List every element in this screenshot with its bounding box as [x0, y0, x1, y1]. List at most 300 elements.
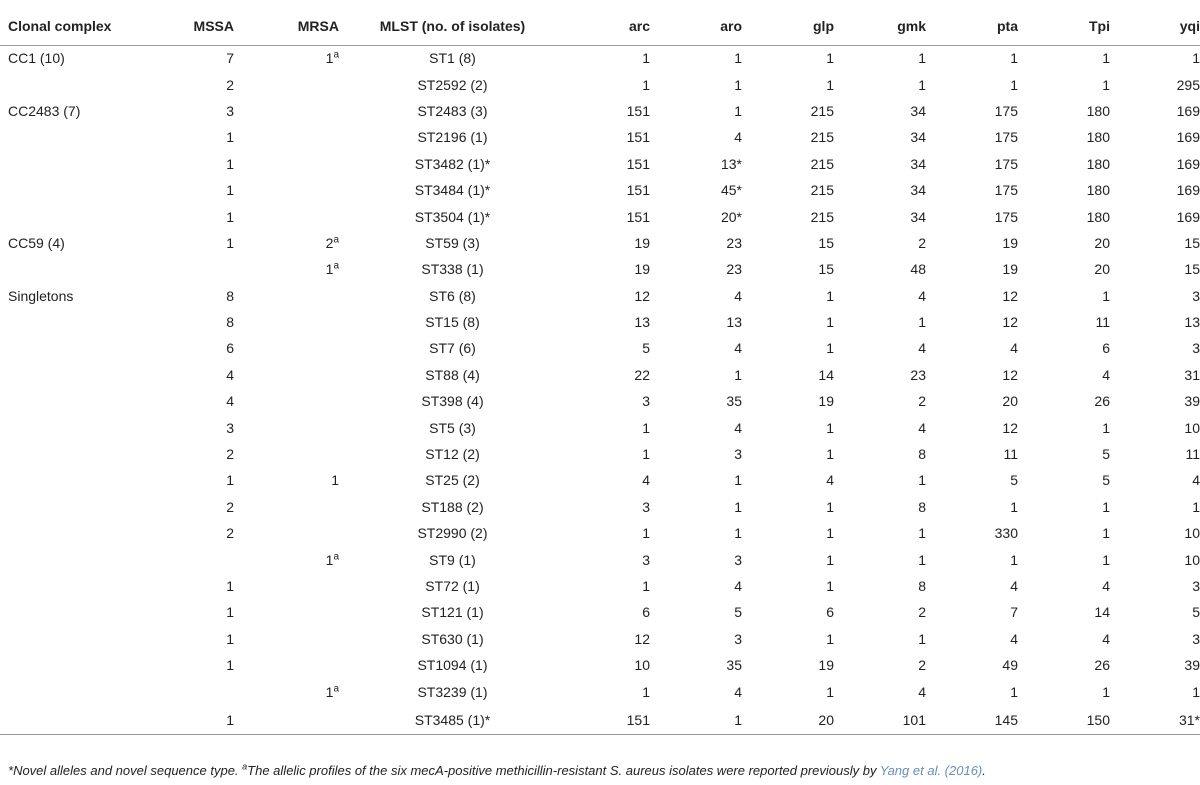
cell-pta-value: 20	[1002, 393, 1018, 410]
cell-arc-value: 1	[642, 525, 650, 542]
cell-pta	[932, 705, 1024, 735]
table-row	[0, 573, 1200, 599]
footnote-star-text: Novel alleles and novel sequence type.	[13, 763, 243, 778]
cell-clonal-complex	[0, 151, 165, 177]
cell-gmk	[840, 203, 932, 229]
cell-aro-value: 4	[734, 683, 742, 700]
header-clonal-complex: Clonal complex	[0, 8, 165, 45]
cell-pta-value: 11	[1003, 446, 1018, 463]
cell-yqi	[1116, 599, 1200, 625]
cell-glp	[748, 256, 840, 282]
cell-mlst-value: ST1 (8)	[429, 50, 476, 67]
cell-yqi-value: 1	[1192, 50, 1200, 67]
cell-yqi	[1116, 520, 1200, 546]
cell-gmk	[840, 309, 932, 335]
cell-mlst	[345, 335, 560, 361]
cell-pta-value: 1	[1010, 551, 1018, 568]
cell-mssa	[165, 151, 240, 177]
cell-clonal-complex	[0, 230, 165, 256]
cell-tpi	[1024, 98, 1116, 124]
table-row	[0, 599, 1200, 625]
cell-arc-value: 151	[626, 208, 650, 225]
cell-arc	[560, 546, 656, 572]
cell-pta	[932, 414, 1024, 440]
cell-mssa	[165, 256, 240, 282]
cell-tpi-value: 4	[1102, 578, 1110, 594]
cell-arc-value: 19	[634, 261, 650, 278]
cell-mssa	[165, 45, 240, 71]
cell-aro	[656, 177, 748, 203]
cell-tpi	[1024, 71, 1116, 97]
cell-mlst-value: ST338 (1)	[421, 261, 484, 278]
cell-yqi	[1116, 283, 1200, 309]
cell-aro	[656, 546, 748, 572]
cell-glp	[748, 203, 840, 229]
mrsa-superscript: a	[333, 49, 339, 61]
cell-arc	[560, 256, 656, 282]
cell-pta-value: 12	[1002, 419, 1018, 436]
cell-mlst	[345, 467, 560, 493]
cell-glp	[748, 414, 840, 440]
cell-glp-value: 1	[826, 683, 834, 700]
cell-mssa-value: 4	[226, 366, 234, 383]
cell-glp-value: 1	[826, 551, 834, 568]
cell-tpi	[1024, 599, 1116, 625]
cell-clonal-complex	[0, 124, 165, 150]
table-row	[0, 441, 1200, 467]
cell-aro-value: 3	[734, 446, 742, 463]
cell-mssa-value: 1	[226, 630, 234, 647]
cell-arc	[560, 494, 656, 520]
cell-mlst	[345, 309, 560, 335]
cell-mrsa	[240, 467, 345, 493]
cell-aro	[656, 441, 748, 467]
cell-pta	[932, 230, 1024, 256]
cell-gmk	[840, 98, 932, 124]
cell-pta	[932, 203, 1024, 229]
cell-arc	[560, 151, 656, 177]
cell-aro	[656, 652, 748, 678]
cell-mrsa	[240, 151, 345, 177]
cell-gmk	[840, 705, 932, 735]
cell-arc-value: 10	[634, 657, 650, 674]
cell-gmk	[840, 45, 932, 71]
cell-mrsa	[240, 98, 345, 124]
cell-mssa-value: 8	[226, 314, 234, 331]
table-row	[0, 283, 1200, 309]
cell-aro	[656, 362, 748, 388]
cell-gmk-value: 2	[918, 393, 926, 410]
cell-mrsa	[240, 362, 345, 388]
cell-mrsa	[240, 177, 345, 203]
table-row	[0, 546, 1200, 572]
table-row	[0, 520, 1200, 546]
cell-pta-value: 12	[1002, 287, 1018, 304]
cell-tpi-value: 20	[1094, 234, 1110, 251]
cell-clonal-complex	[0, 45, 165, 71]
cell-clonal-complex	[0, 414, 165, 440]
header-tpi: Tpi	[1024, 8, 1116, 45]
cell-tpi-value: 150	[1086, 711, 1110, 728]
cell-aro-value: 23	[726, 261, 742, 278]
cell-pta-value: 175	[994, 102, 1018, 119]
cell-pta	[932, 678, 1024, 704]
cell-mssa-value: 1	[226, 604, 234, 621]
cell-gmk-value: 1	[918, 50, 926, 67]
cell-glp	[748, 652, 840, 678]
cell-yqi	[1116, 98, 1200, 124]
header-row	[0, 8, 1200, 45]
table-row	[0, 467, 1200, 493]
table-row	[0, 362, 1200, 388]
cell-mlst-value: ST398 (4)	[421, 393, 484, 410]
mrsa-superscript: a	[333, 234, 339, 246]
cell-pta-value: 49	[1002, 657, 1018, 674]
cell-arc-value: 12	[634, 287, 650, 304]
cell-arc	[560, 626, 656, 652]
cell-mlst-value: ST25 (2)	[425, 472, 480, 489]
table-row	[0, 45, 1200, 71]
table-row	[0, 678, 1200, 704]
cell-glp-value: 1	[826, 287, 834, 304]
cell-clonal-complex	[0, 678, 165, 704]
cell-glp	[748, 45, 840, 71]
cell-aro-value: 4	[734, 287, 742, 304]
cell-aro	[656, 335, 748, 361]
cell-gmk-value: 8	[918, 498, 926, 515]
cell-glp-value: 1	[826, 525, 834, 542]
cell-aro	[656, 388, 748, 414]
cell-yqi-value: 39	[1184, 657, 1200, 674]
cell-glp	[748, 626, 840, 652]
cell-aro	[656, 599, 748, 625]
cell-arc-value: 1	[642, 683, 650, 700]
cell-clonal-complex	[0, 309, 165, 335]
cell-mlst	[345, 45, 560, 71]
cell-tpi-value: 180	[1086, 208, 1110, 225]
cell-mlst	[345, 573, 560, 599]
cell-tpi	[1024, 546, 1116, 572]
table-row	[0, 335, 1200, 361]
cell-clonal-complex	[0, 335, 165, 361]
cell-pta	[932, 124, 1024, 150]
cell-pta-value: 4	[1010, 630, 1018, 647]
cell-pta-value: 12	[1002, 366, 1018, 383]
cell-glp	[748, 71, 840, 97]
cell-gmk	[840, 335, 932, 361]
footnote-reference-link[interactable]: Yang et al. (2016)	[879, 763, 983, 778]
cell-tpi	[1024, 203, 1116, 229]
cell-tpi	[1024, 573, 1116, 599]
cell-tpi-value: 1	[1102, 287, 1110, 304]
cell-mssa-value: 3	[226, 102, 234, 119]
cell-gmk-value: 8	[918, 446, 926, 463]
cell-gmk-value: 4	[918, 683, 926, 700]
cell-yqi-value: 3	[1192, 630, 1200, 647]
cell-aro-value: 4	[734, 129, 742, 146]
cell-mssa	[165, 467, 240, 493]
cell-clonal-complex	[0, 573, 165, 599]
cell-arc	[560, 309, 656, 335]
cell-glp	[748, 124, 840, 150]
cell-tpi	[1024, 45, 1116, 71]
cell-glp	[748, 362, 840, 388]
cell-gmk-value: 4	[918, 287, 926, 304]
cell-aro-value: 1	[734, 102, 742, 119]
cell-mssa	[165, 230, 240, 256]
cell-mssa	[165, 177, 240, 203]
cell-yqi-value: 3	[1192, 340, 1200, 357]
cell-glp-value: 1	[826, 630, 834, 647]
cell-mrsa-value: 1	[325, 50, 334, 67]
cell-pta-value: 1	[1010, 76, 1018, 93]
cell-arc-value: 12	[634, 630, 650, 647]
cell-aro	[656, 203, 748, 229]
cell-glp-value: 215	[810, 182, 834, 199]
cell-aro	[656, 520, 748, 546]
table-row	[0, 626, 1200, 652]
cell-aro	[656, 626, 748, 652]
cell-mlst-value: ST6 (8)	[429, 287, 476, 304]
cell-tpi-value: 180	[1086, 182, 1110, 199]
cell-gmk-value: 4	[918, 340, 926, 357]
cell-clonal-complex	[0, 256, 165, 282]
cell-mlst-value: ST2592 (2)	[417, 76, 488, 93]
cell-mlst	[345, 520, 560, 546]
cell-tpi-value: 1	[1102, 525, 1110, 542]
cell-mssa-value: 2	[226, 525, 234, 542]
cell-gmk-value: 34	[910, 182, 926, 199]
cell-tpi	[1024, 705, 1116, 735]
cell-clonal-complex	[0, 705, 165, 735]
cell-clonal-complex	[0, 283, 165, 309]
cell-aro-value: 35	[726, 393, 742, 410]
cell-arc	[560, 520, 656, 546]
cell-mlst-value: ST3504 (1)*	[414, 208, 491, 225]
cell-mlst-value: ST2483 (3)	[417, 102, 488, 119]
table-row	[0, 151, 1200, 177]
cell-aro	[656, 71, 748, 97]
cell-mrsa	[240, 256, 345, 282]
cell-glp-value: 215	[810, 155, 834, 172]
cell-glp	[748, 546, 840, 572]
cell-mssa-value: 2	[226, 76, 234, 93]
cell-yqi	[1116, 652, 1200, 678]
cell-mrsa	[240, 124, 345, 150]
cell-arc	[560, 388, 656, 414]
cell-arc	[560, 362, 656, 388]
cell-gmk-value: 23	[910, 366, 926, 383]
cell-glp-value: 1	[826, 340, 834, 357]
cell-mlst	[345, 151, 560, 177]
cell-yqi	[1116, 230, 1200, 256]
cell-pta-value: 4	[1010, 578, 1018, 594]
cell-mssa	[165, 414, 240, 440]
cell-arc-value: 151	[626, 102, 650, 119]
cell-mssa-value: 1	[226, 155, 234, 172]
cell-yqi	[1116, 414, 1200, 440]
header-pta: pta	[932, 8, 1024, 45]
cell-mlst-value: ST630 (1)	[421, 630, 484, 647]
cell-mlst-value: ST121 (1)	[421, 604, 484, 621]
cell-arc	[560, 45, 656, 71]
table-row	[0, 203, 1200, 229]
cell-clonal-complex-value: CC59 (4)	[8, 234, 65, 251]
cell-glp-value: 19	[818, 657, 834, 674]
cell-tpi	[1024, 678, 1116, 704]
cell-yqi	[1116, 546, 1200, 572]
cell-mlst	[345, 652, 560, 678]
cell-arc	[560, 98, 656, 124]
cell-yqi	[1116, 441, 1200, 467]
cell-yqi	[1116, 494, 1200, 520]
cell-gmk-value: 34	[910, 102, 926, 119]
cell-yqi-value: 15	[1184, 261, 1200, 278]
cell-glp	[748, 230, 840, 256]
cell-aro	[656, 124, 748, 150]
cell-glp	[748, 705, 840, 735]
cell-clonal-complex	[0, 599, 165, 625]
cell-mssa-value: 1	[226, 472, 234, 489]
cell-gmk-value: 1	[918, 551, 926, 568]
cell-yqi	[1116, 335, 1200, 361]
header-mrsa: MRSA	[240, 8, 345, 45]
cell-mlst-value: ST72 (1)	[425, 578, 480, 594]
cell-gmk	[840, 546, 932, 572]
cell-mrsa	[240, 626, 345, 652]
cell-yqi-value: 10	[1184, 551, 1200, 568]
cell-pta	[932, 71, 1024, 97]
cell-pta	[932, 599, 1024, 625]
cell-pta	[932, 309, 1024, 335]
cell-arc	[560, 414, 656, 440]
cell-pta	[932, 335, 1024, 361]
cell-tpi-value: 26	[1094, 657, 1110, 674]
cell-mlst	[345, 599, 560, 625]
cell-mlst	[345, 678, 560, 704]
cell-glp-value: 215	[810, 102, 834, 119]
table-row	[0, 124, 1200, 150]
cell-pta-value: 1	[1010, 50, 1018, 67]
cell-yqi-value: 169	[1176, 129, 1200, 146]
cell-mssa	[165, 546, 240, 572]
cell-gmk-value: 1	[918, 525, 926, 542]
cell-tpi-value: 1	[1102, 50, 1110, 67]
cell-yqi-value: 169	[1176, 102, 1200, 119]
header-mlst: MLST (no. of isolates)	[345, 8, 560, 45]
cell-arc	[560, 71, 656, 97]
cell-pta-value: 19	[1002, 261, 1018, 278]
cell-mrsa	[240, 414, 345, 440]
cell-mrsa-value: 1	[331, 472, 339, 489]
cell-mrsa	[240, 309, 345, 335]
cell-pta	[932, 283, 1024, 309]
cell-tpi-value: 26	[1094, 393, 1110, 410]
cell-aro	[656, 467, 748, 493]
cell-yqi	[1116, 203, 1200, 229]
cell-gmk-value: 2	[918, 604, 926, 621]
cell-tpi	[1024, 362, 1116, 388]
cell-clonal-complex	[0, 177, 165, 203]
cell-tpi	[1024, 441, 1116, 467]
cell-yqi	[1116, 678, 1200, 704]
cell-mlst-value: ST5 (3)	[429, 419, 476, 436]
cell-yqi-value: 5	[1192, 604, 1200, 621]
cell-glp	[748, 98, 840, 124]
cell-mlst	[345, 388, 560, 414]
cell-gmk	[840, 124, 932, 150]
cell-mlst	[345, 98, 560, 124]
cell-tpi	[1024, 652, 1116, 678]
cell-gmk	[840, 177, 932, 203]
cell-glp-value: 1	[826, 76, 834, 93]
cell-mlst	[345, 203, 560, 229]
cell-aro	[656, 256, 748, 282]
cell-pta	[932, 494, 1024, 520]
cell-mlst-value: ST188 (2)	[421, 498, 484, 515]
cell-aro	[656, 309, 748, 335]
cell-mssa-value: 1	[226, 129, 234, 146]
mrsa-superscript: a	[333, 682, 339, 694]
cell-glp-value: 14	[818, 366, 834, 383]
table-row	[0, 98, 1200, 124]
cell-arc-value: 1	[642, 50, 650, 67]
cell-mlst	[345, 494, 560, 520]
table-row	[0, 309, 1200, 335]
cell-arc	[560, 124, 656, 150]
cell-arc-value: 5	[642, 340, 650, 357]
cell-mssa	[165, 388, 240, 414]
cell-mlst-value: ST59 (3)	[425, 234, 480, 251]
cell-yqi-value: 10	[1184, 525, 1200, 542]
cell-gmk	[840, 599, 932, 625]
cell-yqi	[1116, 626, 1200, 652]
cell-gmk-value: 4	[918, 419, 926, 436]
cell-tpi-value: 4	[1102, 366, 1110, 383]
cell-arc-value: 3	[642, 393, 650, 410]
cell-glp	[748, 467, 840, 493]
cell-glp	[748, 441, 840, 467]
cell-tpi-value: 20	[1094, 261, 1110, 278]
cell-mlst	[345, 414, 560, 440]
cell-glp-value: 15	[818, 261, 834, 278]
cell-yqi-value: 31	[1184, 366, 1200, 383]
footnote-end: .	[982, 763, 986, 778]
cell-clonal-complex-value: Singletons	[8, 287, 74, 304]
cell-pta	[932, 573, 1024, 599]
cell-aro-value: 3	[734, 551, 742, 568]
cell-aro-value: 1	[734, 76, 742, 93]
cell-mlst-value: ST3239 (1)	[417, 683, 488, 700]
cell-pta	[932, 388, 1024, 414]
cell-aro-value: 4	[734, 578, 742, 594]
cell-mrsa	[240, 335, 345, 361]
cell-pta	[932, 45, 1024, 71]
cell-glp	[748, 388, 840, 414]
cell-gmk	[840, 151, 932, 177]
cell-mssa	[165, 652, 240, 678]
cell-gmk-value: 2	[918, 234, 926, 251]
cell-arc	[560, 177, 656, 203]
cell-mlst-value: ST1094 (1)	[417, 657, 488, 674]
cell-glp-value: 6	[826, 604, 834, 621]
cell-yqi	[1116, 256, 1200, 282]
cell-gmk	[840, 388, 932, 414]
cell-gmk	[840, 573, 932, 599]
cell-mrsa	[240, 520, 345, 546]
cell-pta-value: 12	[1002, 314, 1018, 331]
cell-aro	[656, 573, 748, 599]
